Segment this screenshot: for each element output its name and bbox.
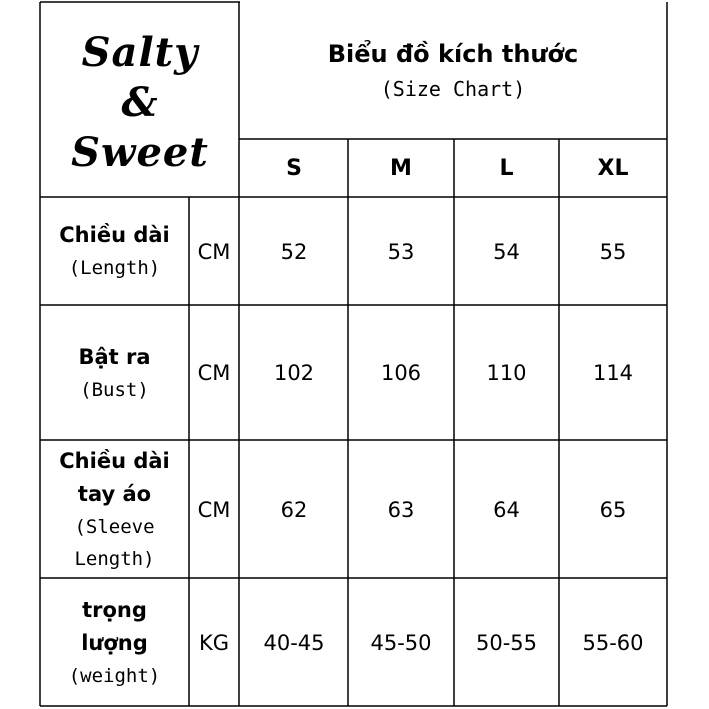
brand-line-2: & xyxy=(121,79,159,126)
size-header-xl: XL xyxy=(597,155,629,181)
size-header-s: S xyxy=(286,155,302,181)
cell-bust-m: 106 xyxy=(380,361,422,385)
cell-length-s: 52 xyxy=(280,239,308,264)
row-label-vn: Chiều dài xyxy=(59,448,170,473)
cell-length-l: 54 xyxy=(493,239,520,264)
chart-title: Biểu đồ kích thước xyxy=(327,40,579,68)
cell-sleeve-xl: 65 xyxy=(599,497,627,522)
chart-subtitle: (Size Chart) xyxy=(380,77,526,101)
row-label-bust xyxy=(40,306,189,440)
row-label-vn: trọng xyxy=(82,597,147,622)
row-unit-weight: KG xyxy=(198,630,230,655)
row-label-vn: Chiều dài xyxy=(59,223,170,247)
cell-weight-m: 45-50 xyxy=(370,630,432,655)
row-unit-bust: CM xyxy=(197,361,231,385)
size-header-m: M xyxy=(390,155,412,181)
cell-weight-l: 50-55 xyxy=(475,630,538,655)
row-label-vn: lượng xyxy=(81,630,148,655)
row-label-length xyxy=(40,198,189,305)
row-label-en: (weight) xyxy=(68,664,161,687)
cell-sleeve-l: 64 xyxy=(493,497,520,522)
row-label-en: (Sleeve xyxy=(74,515,155,538)
size-header-l: L xyxy=(499,155,514,181)
row-label-en: (Bust) xyxy=(80,378,149,401)
cell-length-xl: 55 xyxy=(599,239,627,264)
row-label-en: Length) xyxy=(74,547,155,570)
row-unit-sleeve: CM xyxy=(197,497,231,522)
cell-weight-xl: 55-60 xyxy=(582,630,644,655)
row-label-vn: tay áo xyxy=(77,481,152,506)
cell-bust-l: 110 xyxy=(486,361,527,385)
row-label-vn: Bật ra xyxy=(78,344,151,369)
row-label-en: (Length) xyxy=(68,257,161,279)
chart-title-block xyxy=(239,34,667,104)
cell-sleeve-s: 62 xyxy=(280,497,308,522)
cell-bust-xl: 114 xyxy=(592,361,634,385)
row-label-weight xyxy=(40,579,189,706)
brand-line-1: Salty xyxy=(81,29,199,76)
row-unit-length: CM xyxy=(197,239,231,264)
cell-weight-s: 40-45 xyxy=(263,630,325,655)
cell-sleeve-m: 63 xyxy=(387,497,415,522)
row-label-sleeve xyxy=(40,441,189,578)
brand-logo xyxy=(40,28,240,178)
brand-line-3: Sweet xyxy=(71,129,209,176)
cell-length-m: 53 xyxy=(387,239,415,264)
cell-bust-s: 102 xyxy=(273,361,315,385)
